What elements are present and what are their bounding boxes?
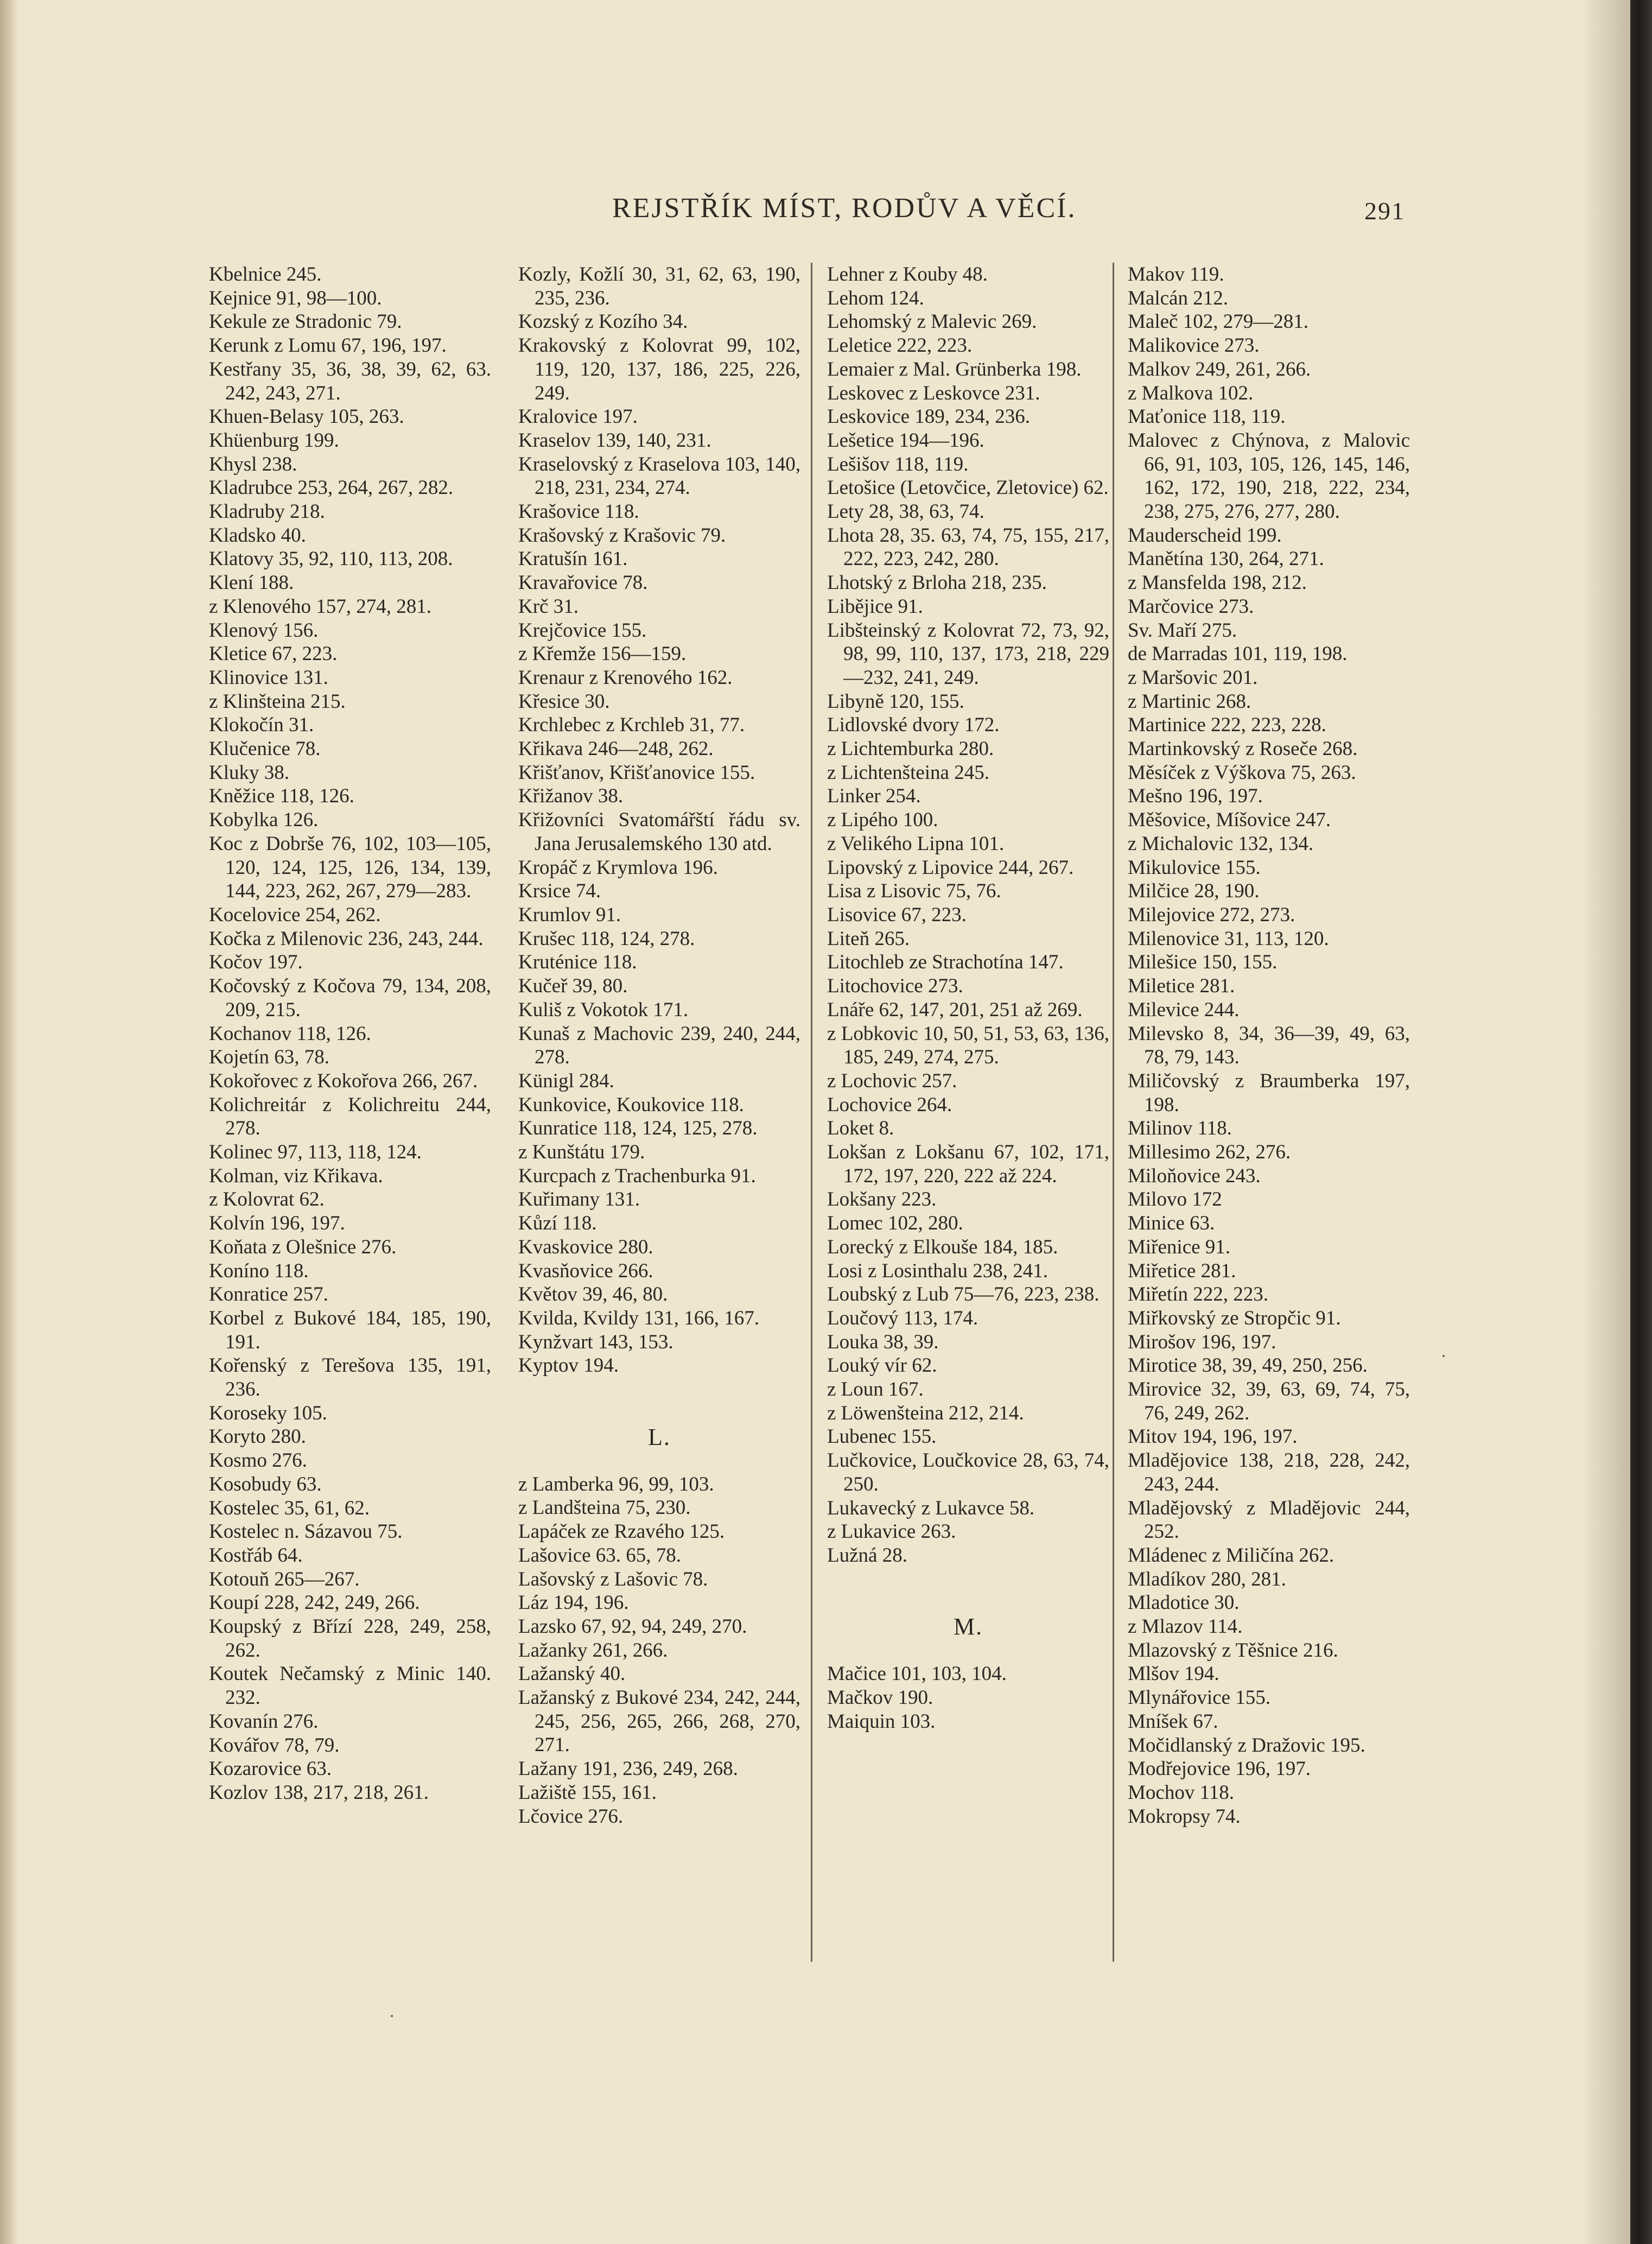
index-column-4	[1128, 263, 1410, 1828]
index-entry: Miličovský z Braumberka 197, 198.	[1128, 1069, 1410, 1116]
index-entry: Kvilda, Kvildy 131, 166, 167.	[518, 1307, 759, 1329]
index-entry: Klatovy 35, 92, 110, 113, 208.	[209, 548, 453, 570]
index-entry: Milevsko 8, 34, 36—39, 49, 63, 78, 79, 143.	[1128, 1022, 1410, 1069]
index-entry: Lnáře 62, 147, 201, 251 až 269.	[827, 998, 1083, 1021]
section-spacer	[827, 1568, 1109, 1592]
page-number: 291	[1364, 197, 1405, 225]
index-entry: Koroseky 105.	[209, 1402, 327, 1424]
index-entry: z Lipého 100.	[827, 809, 938, 832]
index-entry: Kůzí 118.	[518, 1212, 597, 1235]
index-entry: Lokšan z Lokšanu 67, 102, 171, 172, 197, 220, 222 až 224.	[827, 1141, 1109, 1187]
index-entry: Milejovice 272, 273.	[1128, 903, 1295, 926]
index-entry: Leletice 222, 223.	[827, 334, 973, 357]
index-entry: Sv. Maří 275.	[1128, 619, 1237, 642]
index-entry: Litochovice 273.	[827, 975, 963, 998]
index-entry: Louký vír 62.	[827, 1354, 937, 1377]
index-entry: Kunaš z Machovic 239, 240, 244, 278.	[518, 1022, 800, 1069]
index-entry: Lochovice 264.	[827, 1093, 952, 1116]
index-entry: Klučenice 78.	[209, 738, 321, 760]
index-entry: Kojetín 63, 78.	[209, 1046, 329, 1069]
index-entry: Kvaskovice 280.	[518, 1235, 653, 1258]
index-entry: Kovanín 276.	[209, 1710, 319, 1733]
index-entry: Kurcpach z Trachenburka 91.	[518, 1164, 756, 1187]
index-entry: Marčovice 273.	[1128, 595, 1254, 618]
index-entry: Lužná 28.	[827, 1544, 907, 1567]
book-binding-gutter	[0, 0, 18, 2244]
index-entry: Khüenburg 199.	[209, 429, 339, 452]
index-entry: Lubenec 155.	[827, 1425, 937, 1448]
index-entry: Miřetín 222, 223.	[1128, 1283, 1268, 1306]
index-entry: Křikava 246—248, 262.	[518, 738, 714, 760]
index-entry: Millesimo 262, 276.	[1128, 1141, 1291, 1164]
index-entry: Lažany 191, 236, 249, 268.	[518, 1758, 738, 1780]
index-entry: Kladruby 218.	[209, 500, 325, 523]
column-divider	[1113, 263, 1114, 1962]
index-entry: Milenovice 31, 113, 120.	[1128, 927, 1329, 950]
index-entry: Mešno 196, 197.	[1128, 785, 1263, 808]
index-entry: Klení 188.	[209, 572, 294, 594]
index-entry: Mirotice 38, 39, 49, 250, 256.	[1128, 1354, 1368, 1377]
index-entry: Mirošov 196, 197.	[1128, 1330, 1276, 1353]
section-spacer	[518, 1378, 800, 1402]
index-entry: Khysl 238.	[209, 453, 297, 476]
page-curl-shadow	[1581, 0, 1630, 2244]
index-entry: z Lobkovic 10, 50, 51, 53, 63, 136, 185, 249, 274, 275.	[827, 1022, 1109, 1069]
index-entry: Mladějovice 138, 218, 228, 242, 243, 244.	[1128, 1449, 1410, 1495]
index-entry: z Lichtemburka 280.	[827, 738, 994, 760]
index-entry: Kunkovice, Koukovice 118.	[518, 1093, 744, 1116]
index-entry: Klinovice 131.	[209, 666, 328, 689]
index-entry: Kruténice 118.	[518, 951, 637, 974]
index-entry: z Kolovrat 62.	[209, 1188, 325, 1211]
index-entry: Mochov 118.	[1128, 1782, 1234, 1804]
index-entry: Kolvín 196, 197.	[209, 1212, 345, 1235]
index-entry: z Loun 167.	[827, 1378, 924, 1401]
index-entry: Kraselovský z Kraselova 103, 140, 218, 231, 234, 274.	[518, 453, 800, 499]
index-entry: Lomec 102, 280.	[827, 1212, 963, 1235]
index-entry: Křesice 30.	[518, 690, 610, 713]
index-entry: Milešice 150, 155.	[1128, 951, 1278, 974]
index-entry: Kestřany 35, 36, 38, 39, 62, 63. 242, 243, 271.	[209, 358, 491, 404]
index-entry: Kolman, viz Křikava.	[209, 1164, 383, 1187]
index-entry: z Klinšteina 215.	[209, 690, 346, 713]
index-entry: Miřenice 91.	[1128, 1235, 1231, 1258]
index-entry: Koryto 280.	[209, 1425, 306, 1448]
index-entry: Konratice 257.	[209, 1283, 328, 1306]
index-entry: Kunratice 118, 124, 125, 278.	[518, 1117, 758, 1140]
index-entry: Měšovice, Míšovice 247.	[1128, 809, 1331, 832]
index-entry: Mirovice 32, 39, 63, 69, 74, 75, 76, 249, 262.	[1128, 1378, 1410, 1424]
index-entry: z Martinic 268.	[1128, 690, 1251, 713]
index-entry: Kraselov 139, 140, 231.	[518, 429, 711, 452]
index-entry: Loket 8.	[827, 1117, 894, 1140]
index-entry: Leskovice 189, 234, 236.	[827, 405, 1031, 428]
index-entry: Lažanský z Bukové 234, 242, 244, 245, 256, 265, 266, 268, 270, 271.	[518, 1687, 800, 1757]
index-entry: Manětína 130, 264, 271.	[1128, 548, 1324, 570]
index-entry: Liteň 265.	[827, 927, 910, 950]
index-entry: Koutek Nečamský z Minic 140. 232.	[209, 1663, 491, 1709]
index-entry: Lažanský 40.	[518, 1663, 626, 1685]
index-entry: Močidlanský z Dražovic 195.	[1128, 1734, 1365, 1757]
index-entry: Malovec z Chýnova, z Malovic 66, 91, 103, 105, 126, 145, 146, 162, 172, 190, 218, 222, 234, 238, 275, 276, 277, 280.	[1128, 429, 1410, 523]
index-entry: Lisovice 67, 223.	[827, 903, 967, 926]
index-entry: Lemaier z Mal. Grünberka 198.	[827, 358, 1082, 381]
index-entry: Leskovec z Leskovce 231.	[827, 382, 1040, 404]
index-entry: Miřkovský ze Stropčic 91.	[1128, 1307, 1341, 1329]
index-entry: Milčice 28, 190.	[1128, 880, 1260, 903]
index-entry: Klokočín 31.	[209, 714, 314, 737]
index-entry: Kropáč z Krymlova 196.	[518, 856, 718, 879]
index-entry: Láz 194, 196.	[518, 1592, 629, 1614]
index-entry: Kostřáb 64.	[209, 1544, 303, 1567]
index-entry: Lorecký z Elkouše 184, 185.	[827, 1235, 1058, 1258]
index-entry: Kovářov 78, 79.	[209, 1734, 340, 1757]
index-entry: Malikovice 273.	[1128, 334, 1260, 357]
index-entry: Kejnice 91, 98—100.	[209, 287, 382, 309]
index-entry: Koupí 228, 242, 249, 266.	[209, 1592, 420, 1614]
index-entry: Kladsko 40.	[209, 524, 306, 547]
index-entry: Koupský z Břízí 228, 249, 258, 262.	[209, 1615, 491, 1662]
index-entry: Linker 254.	[827, 785, 921, 808]
index-entry: Kučeř 39, 80.	[518, 975, 628, 998]
index-entry: Miřetice 281.	[1128, 1259, 1236, 1282]
index-entry: Modřejovice 196, 197.	[1128, 1758, 1311, 1780]
index-entry: z Löwenšteina 212, 214.	[827, 1402, 1024, 1424]
index-entry: Krašovice 118.	[518, 500, 639, 523]
index-entry: Kerunk z Lomu 67, 196, 197.	[209, 334, 447, 357]
index-entry: Lhotský z Brloha 218, 235.	[827, 572, 1047, 594]
index-entry: Křižovníci Svatomářští řádu sv. Jana Jerusalemského 130 atd.	[518, 809, 800, 855]
index-entry: Kluky 38.	[209, 761, 289, 784]
index-entry: Kralovice 197.	[518, 405, 638, 428]
index-entry: z Klenového 157, 274, 281.	[209, 595, 432, 618]
index-entry: Měsíček z Výškova 75, 263.	[1128, 761, 1356, 784]
index-entry: Mladotice 30.	[1128, 1592, 1240, 1614]
index-entry: de Marradas 101, 119, 198.	[1128, 643, 1348, 665]
index-entry: Lehner z Kouby 48.	[827, 263, 988, 286]
index-entry: z Lamberka 96, 99, 103.	[518, 1473, 714, 1495]
index-entry: Mládenec z Miličína 262.	[1128, 1544, 1335, 1567]
index-entry: Libšteinský z Kolovrat 72, 73, 92, 98, 99, 110, 137, 173, 218, 229—232, 241, 249.	[827, 619, 1109, 689]
page-edge	[1630, 0, 1652, 2244]
index-entry: Kyptov 194.	[518, 1354, 619, 1377]
index-entry: Loučový 113, 174.	[827, 1307, 979, 1329]
index-entry: Mníšek 67.	[1128, 1710, 1218, 1733]
index-entry: z Kunštátu 179.	[518, 1141, 645, 1164]
index-entry: Kočov 197.	[209, 951, 303, 974]
index-entry: Lidlovské dvory 172.	[827, 714, 1000, 737]
index-entry: Lhota 28, 35. 63, 74, 75, 155, 217, 222, 223, 242, 280.	[827, 524, 1109, 570]
index-entry: Kostelec 35, 61, 62.	[209, 1497, 370, 1519]
index-entry: Lehom 124.	[827, 287, 924, 309]
index-entry: Louka 38, 39.	[827, 1330, 939, 1353]
index-entry: Litochleb ze Strachotína 147.	[827, 951, 1064, 974]
index-entry: z Michalovic 132, 134.	[1128, 832, 1314, 855]
index-entry: Kozlov 138, 217, 218, 261.	[209, 1782, 429, 1804]
index-entry: Milovo 172	[1128, 1188, 1222, 1211]
index-entry: Lašovský z Lašovic 78.	[518, 1568, 708, 1590]
index-entry: Maiquin 103.	[827, 1710, 936, 1733]
letter-section-heading: L.	[648, 1423, 671, 1450]
index-entry: Krašovský z Krašovic 79.	[518, 524, 726, 547]
index-entry: Kotouň 265—267.	[209, 1568, 360, 1590]
index-entry: Kokořovec z Kokořova 266, 267.	[209, 1069, 478, 1092]
index-entry: Kbelnice 245.	[209, 263, 322, 286]
index-entry: Lipovský z Lipovice 244, 267.	[827, 856, 1074, 879]
index-entry: Kobylka 126.	[209, 809, 319, 832]
index-entry: z Landšteina 75, 230.	[518, 1497, 691, 1519]
index-entry: Krušec 118, 124, 278.	[518, 927, 695, 950]
index-entry: Lehomský z Malevic 269.	[827, 310, 1037, 333]
index-entry: Krumlov 91.	[518, 903, 621, 926]
index-entry: Kořenský z Terešova 135, 191, 236.	[209, 1354, 491, 1401]
index-entry: Krenaur z Krenového 162.	[518, 666, 733, 689]
index-entry: Künigl 284.	[518, 1069, 614, 1092]
index-entry: Kravařovice 78.	[518, 572, 648, 594]
index-entry: Mikulovice 155.	[1128, 856, 1261, 879]
index-entry: Mlynářovice 155.	[1128, 1687, 1271, 1709]
index-entry: Kuřimany 131.	[518, 1188, 640, 1211]
index-entry: Malkov 249, 261, 266.	[1128, 358, 1311, 381]
index-entry: Kratušín 161.	[518, 548, 628, 570]
index-entry: Krejčovice 155.	[518, 619, 647, 642]
index-entry: Kočovský z Kočova 79, 134, 208, 209, 215.	[209, 975, 491, 1021]
running-title: REJSTŘÍK MÍST, RODŮV A VĚCÍ.	[612, 193, 1077, 224]
index-entry: Mlšov 194.	[1128, 1663, 1219, 1685]
index-entry: Mitov 194, 196, 197.	[1128, 1425, 1298, 1448]
index-column-1	[209, 263, 491, 1805]
index-entry: z Lichtenšteina 245.	[827, 761, 989, 784]
index-entry: z Mlazov 114.	[1128, 1615, 1243, 1638]
index-entry: Korbel z Bukové 184, 185, 190, 191.	[209, 1307, 491, 1353]
index-entry: z Mansfelda 198, 212.	[1128, 572, 1307, 594]
index-entry: Liběјice 91.	[827, 595, 923, 618]
index-entry: Maleč 102, 279—281.	[1128, 310, 1308, 333]
index-entry: Kocelovice 254, 262.	[209, 903, 381, 926]
index-entry: Kynžvart 143, 153.	[518, 1330, 673, 1353]
index-entry: Makov 119.	[1128, 263, 1224, 286]
index-entry: Koníno 118.	[209, 1259, 309, 1282]
index-entry: Maťonice 118, 119.	[1128, 405, 1286, 428]
index-entry: z Malkova 102.	[1128, 382, 1254, 404]
index-entry: Krč 31.	[518, 595, 579, 618]
index-entry: Mladíkov 280, 281.	[1128, 1568, 1286, 1590]
index-entry: Koňata z Olešnice 276.	[209, 1235, 397, 1258]
index-entry: Martinice 222, 223, 228.	[1128, 714, 1326, 737]
index-column-2	[518, 263, 800, 1828]
index-entry: Letošice (Letovčice, Zletovice) 62.	[827, 477, 1109, 499]
index-entry: Lapáček ze Rzavého 125.	[518, 1520, 725, 1543]
column-divider	[811, 263, 812, 1962]
index-entry: Kuliš z Vokotok 171.	[518, 998, 689, 1021]
index-entry: Lučkovice, Loučkovice 28, 63, 74, 250.	[827, 1449, 1109, 1495]
index-entry: Kostelec n. Sázavou 75.	[209, 1520, 403, 1543]
index-entry: Milevice 244.	[1128, 998, 1240, 1021]
index-entry: Lažiště 155, 161.	[518, 1781, 657, 1804]
index-entry: Martinkovský z Roseče 268.	[1128, 738, 1358, 760]
index-entry: Kozarovice 63.	[209, 1758, 332, 1780]
index-entry: Krsice 74.	[518, 880, 601, 903]
index-entry: Kochanov 118, 126.	[209, 1022, 371, 1045]
paper-speck	[391, 2015, 393, 2017]
index-entry: Lokšany 223.	[827, 1188, 937, 1211]
index-entry: Miletice 281.	[1128, 975, 1235, 998]
index-entry: Mokropsy 74.	[1128, 1805, 1241, 1828]
letter-section-heading: M.	[953, 1613, 983, 1640]
index-entry: Kosmo 276.	[209, 1449, 307, 1472]
index-entry: Klenový 156.	[209, 619, 319, 642]
index-entry: Malcán 212.	[1128, 287, 1228, 309]
index-entry: Kočka z Milenovic 236, 243, 244.	[209, 927, 484, 950]
index-entry: Krakovský z Kolovrat 99, 102, 119, 120, 137, 186, 225, 226, 249.	[518, 334, 800, 404]
paper-speck	[1443, 1355, 1445, 1357]
index-entry: Milinov 118.	[1128, 1117, 1232, 1140]
index-entry: Lazsko 67, 92, 94, 249, 270.	[518, 1615, 747, 1638]
index-entry: Kolinec 97, 113, 118, 124.	[209, 1141, 422, 1164]
index-entry: Mauderscheid 199.	[1128, 524, 1282, 547]
index-entry: Lčovice 276.	[518, 1805, 624, 1828]
index-entry: Lukavecký z Lukavce 58.	[827, 1497, 1035, 1519]
index-entry: Lisa z Lisovic 75, 76.	[827, 880, 1001, 903]
index-entry: Kekule ze Stradonic 79.	[209, 310, 402, 333]
index-entry: Kolichreitár z Kolichreitu 244, 278.	[209, 1093, 491, 1140]
index-entry: Kvasňovice 266.	[518, 1259, 653, 1282]
index-entry: z Lukavice 263.	[827, 1520, 956, 1543]
index-entry: Mačkov 190.	[827, 1687, 933, 1709]
index-entry: Kozly, Kožlí 30, 31, 62, 63, 190, 235, 236.	[518, 263, 800, 309]
index-entry: Khuen-Belasy 105, 263.	[209, 405, 404, 428]
index-entry: Kosobudy 63.	[209, 1473, 322, 1495]
index-entry: z Křemže 156—159.	[518, 643, 687, 665]
index-entry: Křižanov 38.	[518, 785, 624, 808]
index-entry: Miloňovice 243.	[1128, 1164, 1261, 1187]
index-entry: Mlazovský z Těšnice 216.	[1128, 1639, 1338, 1662]
index-entry: Lašovice 63. 65, 78.	[518, 1544, 682, 1567]
index-entry: Mačice 101, 103, 104.	[827, 1663, 1007, 1685]
index-entry: Křišťanov, Křišťanovice 155.	[518, 761, 755, 784]
index-entry: z Lochovic 257.	[827, 1069, 957, 1092]
index-entry: Kozský z Kozího 34.	[518, 310, 688, 333]
index-entry: Mladějovský z Mladějovic 244, 252.	[1128, 1497, 1410, 1543]
index-entry: z Maršovic 201.	[1128, 666, 1258, 689]
index-entry: Koc z Dobrše 76, 102, 103—105, 120, 124, 125, 126, 134, 139, 144, 223, 262, 267, 279—283.	[209, 832, 491, 903]
index-column-3	[827, 263, 1109, 1733]
index-entry: Lažanky 261, 266.	[518, 1639, 668, 1662]
index-entry: Minice 63.	[1128, 1212, 1215, 1235]
index-entry: Loubský z Lub 75—76, 223, 238.	[827, 1283, 1100, 1306]
index-entry: Kladrubce 253, 264, 267, 282.	[209, 477, 454, 499]
index-entry: Lešetice 194—196.	[827, 429, 984, 452]
index-entry: Losi z Losinthalu 238, 241.	[827, 1259, 1048, 1282]
index-entry: Libyně 120, 155.	[827, 690, 964, 713]
index-entry: Krchlebec z Krchleb 31, 77.	[518, 714, 745, 737]
index-entry: Kletice 67, 223.	[209, 643, 338, 665]
index-entry: Květov 39, 46, 80.	[518, 1283, 668, 1306]
index-entry: Lešišov 118, 119.	[827, 453, 969, 476]
index-entry: Kněžice 118, 126.	[209, 785, 354, 808]
index-entry: Lety 28, 38, 63, 74.	[827, 500, 984, 523]
index-entry: z Velikého Lipna 101.	[827, 832, 1005, 855]
